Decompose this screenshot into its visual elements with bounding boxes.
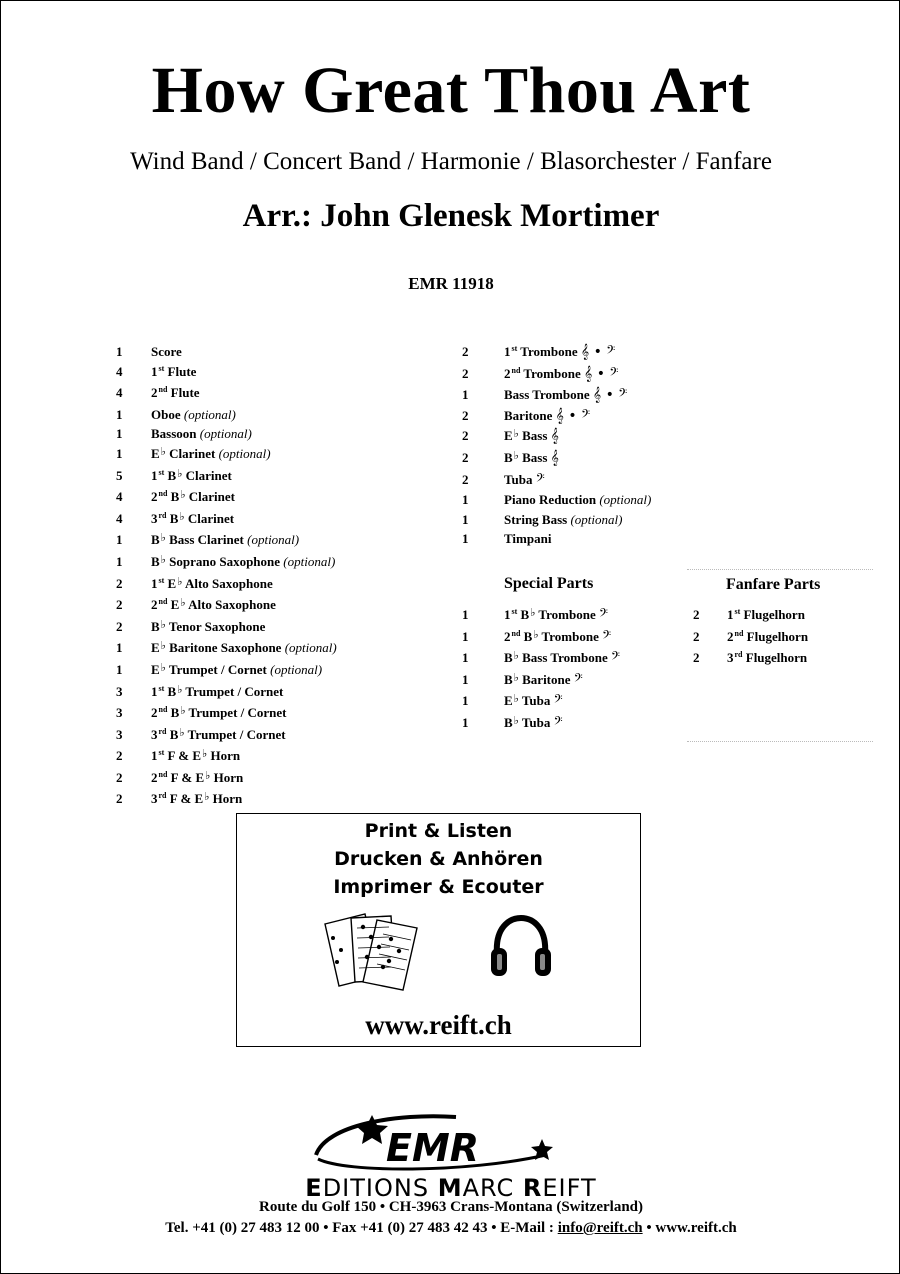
part-quantity: 1	[116, 445, 123, 461]
piece-title: How Great Thou Art	[151, 54, 751, 127]
part-quantity: 2	[462, 449, 469, 465]
clef-icon: 𝄢	[573, 671, 583, 688]
part-row	[116, 746, 337, 768]
part-name: 2nd B♭ Clarinet	[151, 489, 235, 505]
part-quantity: 1	[462, 650, 469, 666]
part-name: 2nd B♭ Trumpet / Cornet	[151, 705, 287, 721]
ensemble-subtitle: Wind Band / Concert Band / Harmonie / Blasorchester / Fanfare	[130, 148, 772, 175]
part-name: String Bass (optional)	[504, 511, 623, 527]
part-name: E♭ Baritone Saxophone (optional)	[151, 640, 337, 656]
part-quantity: 1	[116, 553, 123, 569]
part-row	[116, 466, 337, 488]
clef-icon: 𝄢	[598, 607, 608, 623]
part-row	[116, 424, 337, 444]
part-quantity: 2	[116, 575, 123, 591]
part-quantity: 1	[116, 426, 123, 442]
part-quantity: 2	[116, 769, 123, 785]
part-quantity: 2	[462, 365, 469, 381]
part-row	[462, 510, 651, 530]
clef-icon: 𝄞 • 𝄢	[580, 344, 616, 360]
part-row	[116, 703, 337, 725]
clef-icon: 𝄞 • 𝄢	[592, 387, 628, 404]
part-name: 1st E♭ Alto Saxophone	[151, 575, 273, 591]
email-link[interactable]: info@reift.ch	[557, 1220, 643, 1236]
part-name: B♭ Bass 𝄞	[504, 449, 559, 466]
part-row	[116, 725, 337, 747]
fanfare-part-row	[693, 648, 808, 670]
print-listen-box	[236, 813, 641, 1047]
part-quantity: 1	[462, 607, 469, 622]
promo-line-english: Print & Listen	[364, 820, 513, 842]
part-name: 2nd F & E♭ Horn	[151, 769, 244, 785]
part-quantity: 1	[116, 406, 123, 422]
part-quantity: 2	[693, 628, 700, 644]
publisher-address: Route du Golf 150 • CH-3963 Crans-Montana (Switzerland)	[259, 1199, 643, 1215]
part-row	[462, 529, 651, 549]
part-name: E♭ Tuba 𝄢	[504, 693, 563, 710]
part-row	[116, 530, 337, 552]
part-name: 1st Trombone 𝄞 • 𝄢	[504, 344, 616, 360]
fanfare-parts-heading: Fanfare Parts	[726, 576, 821, 593]
part-quantity: 1	[116, 640, 123, 656]
part-row	[116, 509, 337, 531]
part-row	[116, 638, 337, 660]
part-quantity: 4	[116, 363, 123, 379]
part-name: 2nd Flugelhorn	[727, 628, 809, 644]
part-row	[116, 768, 337, 790]
emr-logo	[306, 1111, 566, 1179]
part-name: B♭ Bass Trombone 𝄢	[504, 650, 620, 667]
part-row	[462, 385, 651, 406]
part-name: Baritone 𝄞 • 𝄢	[504, 407, 591, 424]
clef-icon: 𝄞	[550, 449, 559, 466]
special-part-row	[462, 713, 620, 735]
part-quantity: 1	[462, 492, 469, 508]
part-name: 1st F & E♭ Horn	[151, 748, 241, 764]
part-name: B♭ Soprano Saxophone (optional)	[151, 553, 336, 569]
part-row	[116, 444, 337, 466]
fanfare-parts-list	[693, 605, 808, 670]
clef-icon: 𝄢	[553, 693, 563, 710]
part-quantity: 1	[462, 387, 469, 403]
part-row	[116, 342, 337, 362]
part-quantity: 2	[693, 650, 700, 666]
part-quantity: 3	[116, 726, 123, 742]
part-name: B♭ Baritone 𝄢	[504, 671, 583, 688]
part-quantity: 2	[462, 428, 469, 444]
part-row	[116, 660, 337, 682]
part-name: 1st B♭ Clarinet	[151, 467, 232, 483]
part-name: Bass Trombone 𝄞 • 𝄢	[504, 387, 628, 404]
special-parts-list	[462, 605, 620, 735]
part-quantity: 2	[116, 791, 123, 807]
part-name: E♭ Trumpet / Cornet (optional)	[151, 661, 323, 677]
clef-icon: 𝄢	[602, 628, 612, 645]
part-row	[116, 617, 337, 639]
special-part-row	[462, 670, 620, 692]
part-row	[116, 595, 337, 617]
part-name: 3rd B♭ Trumpet / Cornet	[151, 726, 286, 742]
part-row	[462, 448, 651, 470]
part-name: 2nd B♭ Trombone 𝄢	[504, 628, 612, 645]
part-name: Oboe (optional)	[151, 406, 236, 422]
part-name: 2nd E♭ Alto Saxophone	[151, 597, 276, 613]
part-quantity: 1	[116, 344, 123, 359]
fanfare-part-row	[693, 627, 808, 649]
special-part-row	[462, 605, 620, 627]
emr-logo-text: EMR	[386, 1126, 480, 1170]
clef-icon: 𝄢	[535, 471, 545, 488]
part-name: 1st Flugelhorn	[727, 607, 805, 622]
part-quantity: 1	[116, 661, 123, 677]
part-row	[462, 364, 651, 386]
part-row	[116, 789, 337, 811]
clef-icon: 𝄢	[553, 714, 563, 731]
part-row	[116, 487, 337, 509]
part-name: B♭ Tenor Saxophone	[151, 618, 266, 634]
part-name: Bassoon (optional)	[151, 426, 252, 442]
part-quantity: 5	[116, 467, 123, 483]
part-row	[116, 383, 337, 405]
part-quantity: 1	[462, 628, 469, 644]
part-row	[116, 552, 337, 574]
special-part-row	[462, 627, 620, 649]
fanfare-divider-top	[687, 569, 873, 570]
promo-line-french: Imprimer & Ecouter	[333, 876, 544, 898]
part-row	[116, 682, 337, 704]
part-quantity: 1	[462, 511, 469, 527]
promo-website: www.reift.ch	[365, 1010, 512, 1040]
special-part-row	[462, 691, 620, 713]
part-name: Timpani	[504, 531, 552, 547]
clef-icon: 𝄞 • 𝄢	[555, 407, 591, 424]
promo-line-german: Drucken & Anhören	[334, 848, 543, 870]
part-name: E♭ Bass 𝄞	[504, 428, 559, 445]
part-name: 1st Flute	[151, 363, 197, 379]
part-name: 1st B♭ Trombone 𝄢	[504, 607, 608, 623]
part-quantity: 2	[116, 597, 123, 613]
part-name: 2nd Flute	[151, 385, 200, 401]
special-parts-heading: Special Parts	[504, 575, 594, 592]
clef-icon: 𝄢	[610, 650, 620, 667]
part-row	[462, 406, 651, 427]
catalog-number: EMR 11918	[408, 274, 494, 293]
part-name: E♭ Clarinet (optional)	[151, 445, 271, 461]
part-quantity: 4	[116, 510, 123, 526]
part-quantity: 1	[462, 531, 469, 547]
clef-icon: 𝄞	[550, 428, 559, 445]
part-quantity: 2	[693, 607, 700, 622]
publisher-contact: Tel. +41 (0) 27 483 12 00 • Fax +41 (0) 27 483 42 43 • E-Mail : info@reift.ch • www.reift.ch	[165, 1220, 737, 1236]
part-row	[462, 342, 651, 364]
part-quantity: 1	[462, 693, 469, 709]
part-name: B♭ Bass Clarinet (optional)	[151, 532, 300, 548]
fanfare-part-row	[693, 605, 808, 627]
part-quantity: 1	[116, 532, 123, 548]
part-name: Piano Reduction (optional)	[504, 492, 652, 508]
part-quantity: 1	[462, 714, 469, 730]
part-row	[116, 405, 337, 425]
part-quantity: 4	[116, 385, 123, 401]
part-name: Tuba 𝄢	[504, 471, 545, 488]
part-row	[116, 362, 337, 384]
fanfare-divider-bottom	[687, 741, 873, 742]
part-quantity: 2	[462, 407, 469, 423]
part-row	[462, 470, 651, 491]
part-quantity: 2	[462, 471, 469, 487]
part-name: 2nd Trombone 𝄞 • 𝄢	[504, 365, 619, 382]
part-name: 3rd B♭ Clarinet	[151, 510, 235, 526]
part-row	[116, 574, 337, 596]
part-quantity: 2	[462, 344, 469, 359]
part-name: 1st B♭ Trumpet / Cornet	[151, 683, 284, 699]
part-quantity: 2	[116, 618, 123, 634]
special-part-row	[462, 648, 620, 670]
parts-list-left	[116, 342, 337, 811]
part-quantity: 1	[462, 671, 469, 687]
clef-icon: 𝄞 • 𝄢	[583, 365, 619, 382]
headphones-icon	[489, 914, 553, 980]
sheet-music-icon	[321, 910, 431, 992]
publisher-name: EDITIONS MARC REIFT	[305, 1174, 597, 1202]
part-quantity: 3	[116, 683, 123, 699]
part-quantity: 3	[116, 705, 123, 721]
part-row	[462, 426, 651, 448]
part-name: 3rd F & E♭ Horn	[151, 791, 243, 807]
part-quantity: 2	[116, 748, 123, 764]
part-name: Score	[151, 344, 182, 359]
arranger-credit: Arr.: John Glenesk Mortimer	[242, 198, 660, 234]
part-name: B♭ Tuba 𝄢	[504, 714, 563, 731]
part-row	[462, 490, 651, 510]
parts-list-right	[462, 342, 651, 549]
part-name: 3rd Flugelhorn	[727, 650, 808, 666]
part-quantity: 4	[116, 489, 123, 505]
